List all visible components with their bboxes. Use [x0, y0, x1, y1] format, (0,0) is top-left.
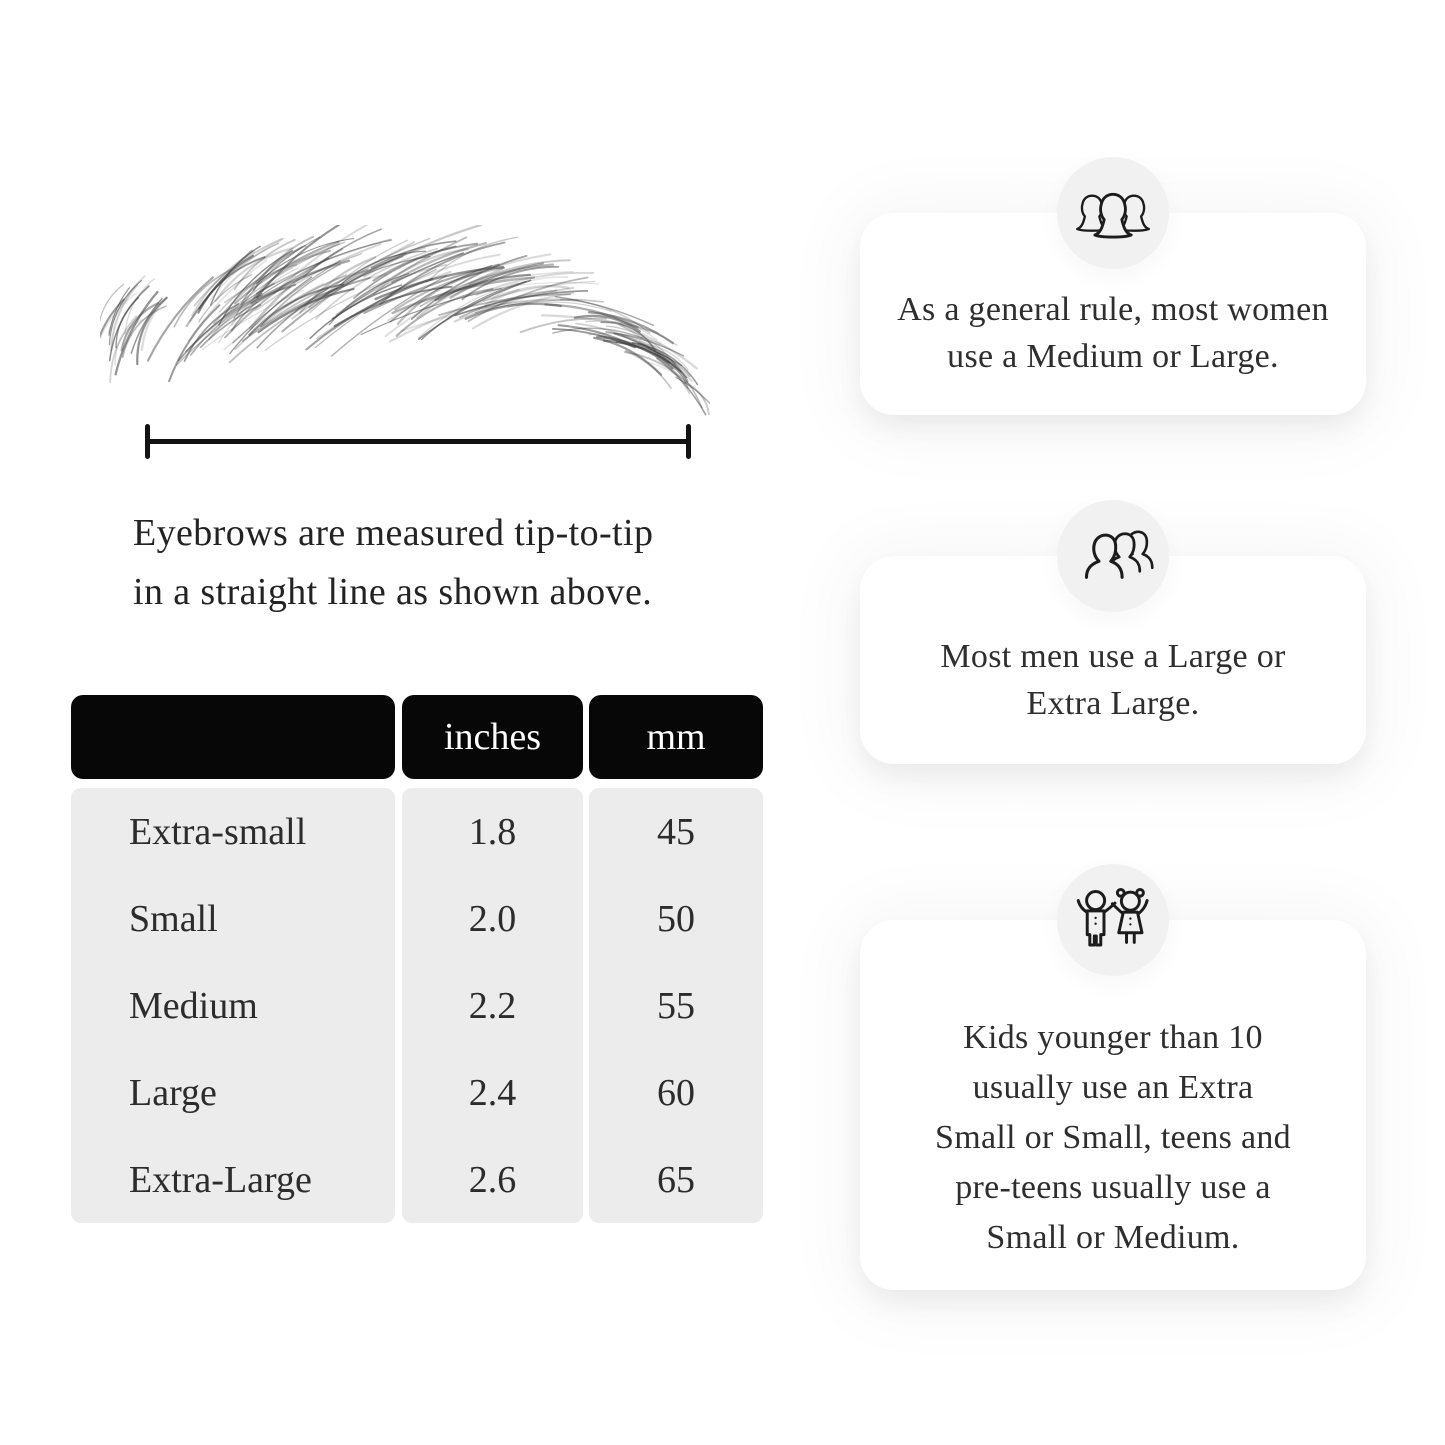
- eyebrow-illustration: [100, 225, 710, 420]
- table-column-size-labels: [71, 788, 395, 1223]
- card-kids-line-1: Kids younger than 10: [963, 1019, 1263, 1056]
- measurement-caption: [133, 504, 653, 622]
- table-cell-mm: 50: [657, 897, 695, 940]
- table-header-inches-label: inches: [443, 716, 542, 758]
- table-cell-inches: 2.2: [468, 984, 517, 1027]
- measurement-line: [145, 439, 691, 444]
- table-cell-label: Extra-small: [129, 810, 307, 853]
- card-women-line-2: use a Medium or Large.: [947, 338, 1279, 375]
- caption-line-2: in a straight line as shown above.: [133, 571, 653, 613]
- card-men-line-1: Most men use a Large or: [940, 638, 1286, 675]
- table-cell-inches: 2.4: [468, 1071, 517, 1114]
- table-header-inches: [402, 695, 583, 779]
- icon-circle-women: [1057, 157, 1169, 269]
- card-men-line-2: Extra Large.: [1026, 685, 1200, 722]
- table-cell-label: Small: [129, 897, 218, 940]
- icon-circle-men: [1057, 500, 1169, 612]
- card-kids-line-5: Small or Medium.: [986, 1219, 1240, 1256]
- card-women-line-1: As a general rule, most women: [897, 291, 1329, 328]
- measurement-tick-right: [686, 424, 691, 459]
- table-cell-label: Large: [129, 1071, 217, 1114]
- table-cell-label: Extra-Large: [129, 1158, 312, 1201]
- table-cell-inches: 1.8: [468, 810, 517, 853]
- table-header-size: [71, 695, 395, 779]
- caption-line-1: Eyebrows are measured tip-to-tip: [133, 512, 654, 554]
- table-header-mm: [589, 695, 763, 779]
- women-group-icon: [1069, 180, 1157, 246]
- card-kids-line-3: Small or Small, teens and: [935, 1119, 1291, 1156]
- table-column-inches: [402, 788, 583, 1223]
- table-cell-label: Medium: [129, 984, 258, 1027]
- table-cell-mm: 55: [657, 984, 695, 1027]
- table-header-mm-label: mm: [646, 716, 706, 758]
- icon-circle-kids: [1057, 864, 1169, 976]
- men-group-icon: [1069, 523, 1157, 589]
- measurement-tick-left: [145, 424, 150, 459]
- table-cell-mm: 45: [657, 810, 695, 853]
- table-cell-mm: 60: [657, 1071, 695, 1114]
- card-kids-line-2: usually use an Extra: [972, 1069, 1254, 1106]
- kids-icon: [1067, 886, 1159, 955]
- card-kids-line-4: pre-teens usually use a: [955, 1169, 1271, 1206]
- table-column-mm: [589, 788, 763, 1223]
- table-cell-inches: 2.6: [468, 1158, 517, 1201]
- table-cell-inches: 2.0: [468, 897, 517, 940]
- table-cell-mm: 65: [657, 1158, 695, 1201]
